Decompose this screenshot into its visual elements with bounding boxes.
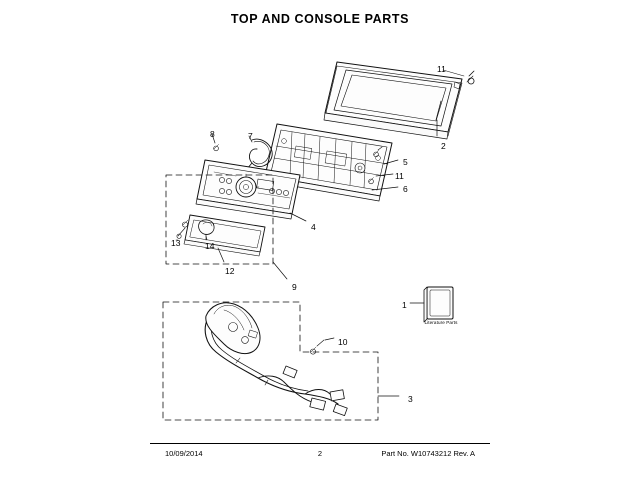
callout-number: 5 — [403, 157, 408, 167]
part-literature-booklet — [424, 287, 453, 322]
literature-parts-label: Literature Parts — [424, 320, 458, 325]
callout-number: 12 — [225, 266, 235, 276]
footer-date: 10/09/2014 — [165, 449, 203, 458]
callout-number: 6 — [403, 184, 408, 194]
callout-number: 1 — [402, 300, 407, 310]
part-main-wire-harness — [205, 303, 347, 416]
group-3-dashed-box — [163, 302, 378, 420]
callout-number: 14 — [205, 241, 215, 251]
footer-divider — [150, 443, 490, 444]
callout-number: 7 — [248, 131, 253, 141]
callout-number: 8 — [210, 129, 215, 139]
callout-number: 11 — [437, 64, 446, 74]
callout-number: 13 — [171, 238, 181, 248]
footer-page-number: 2 — [317, 449, 323, 458]
callout-number: 4 — [311, 222, 316, 232]
part-console-trim — [184, 215, 265, 256]
page-title: TOP AND CONSOLE PARTS — [230, 12, 410, 26]
callout-number: 3 — [408, 394, 413, 404]
callout-number: 2 — [441, 141, 446, 151]
footer-part-number: Part No. W10743212 Rev. A — [381, 449, 475, 458]
callout-number: 9 — [292, 282, 297, 292]
page-footer — [0, 449, 640, 463]
callout-number: 11 — [395, 171, 404, 181]
callout-number: 10 — [338, 337, 348, 347]
